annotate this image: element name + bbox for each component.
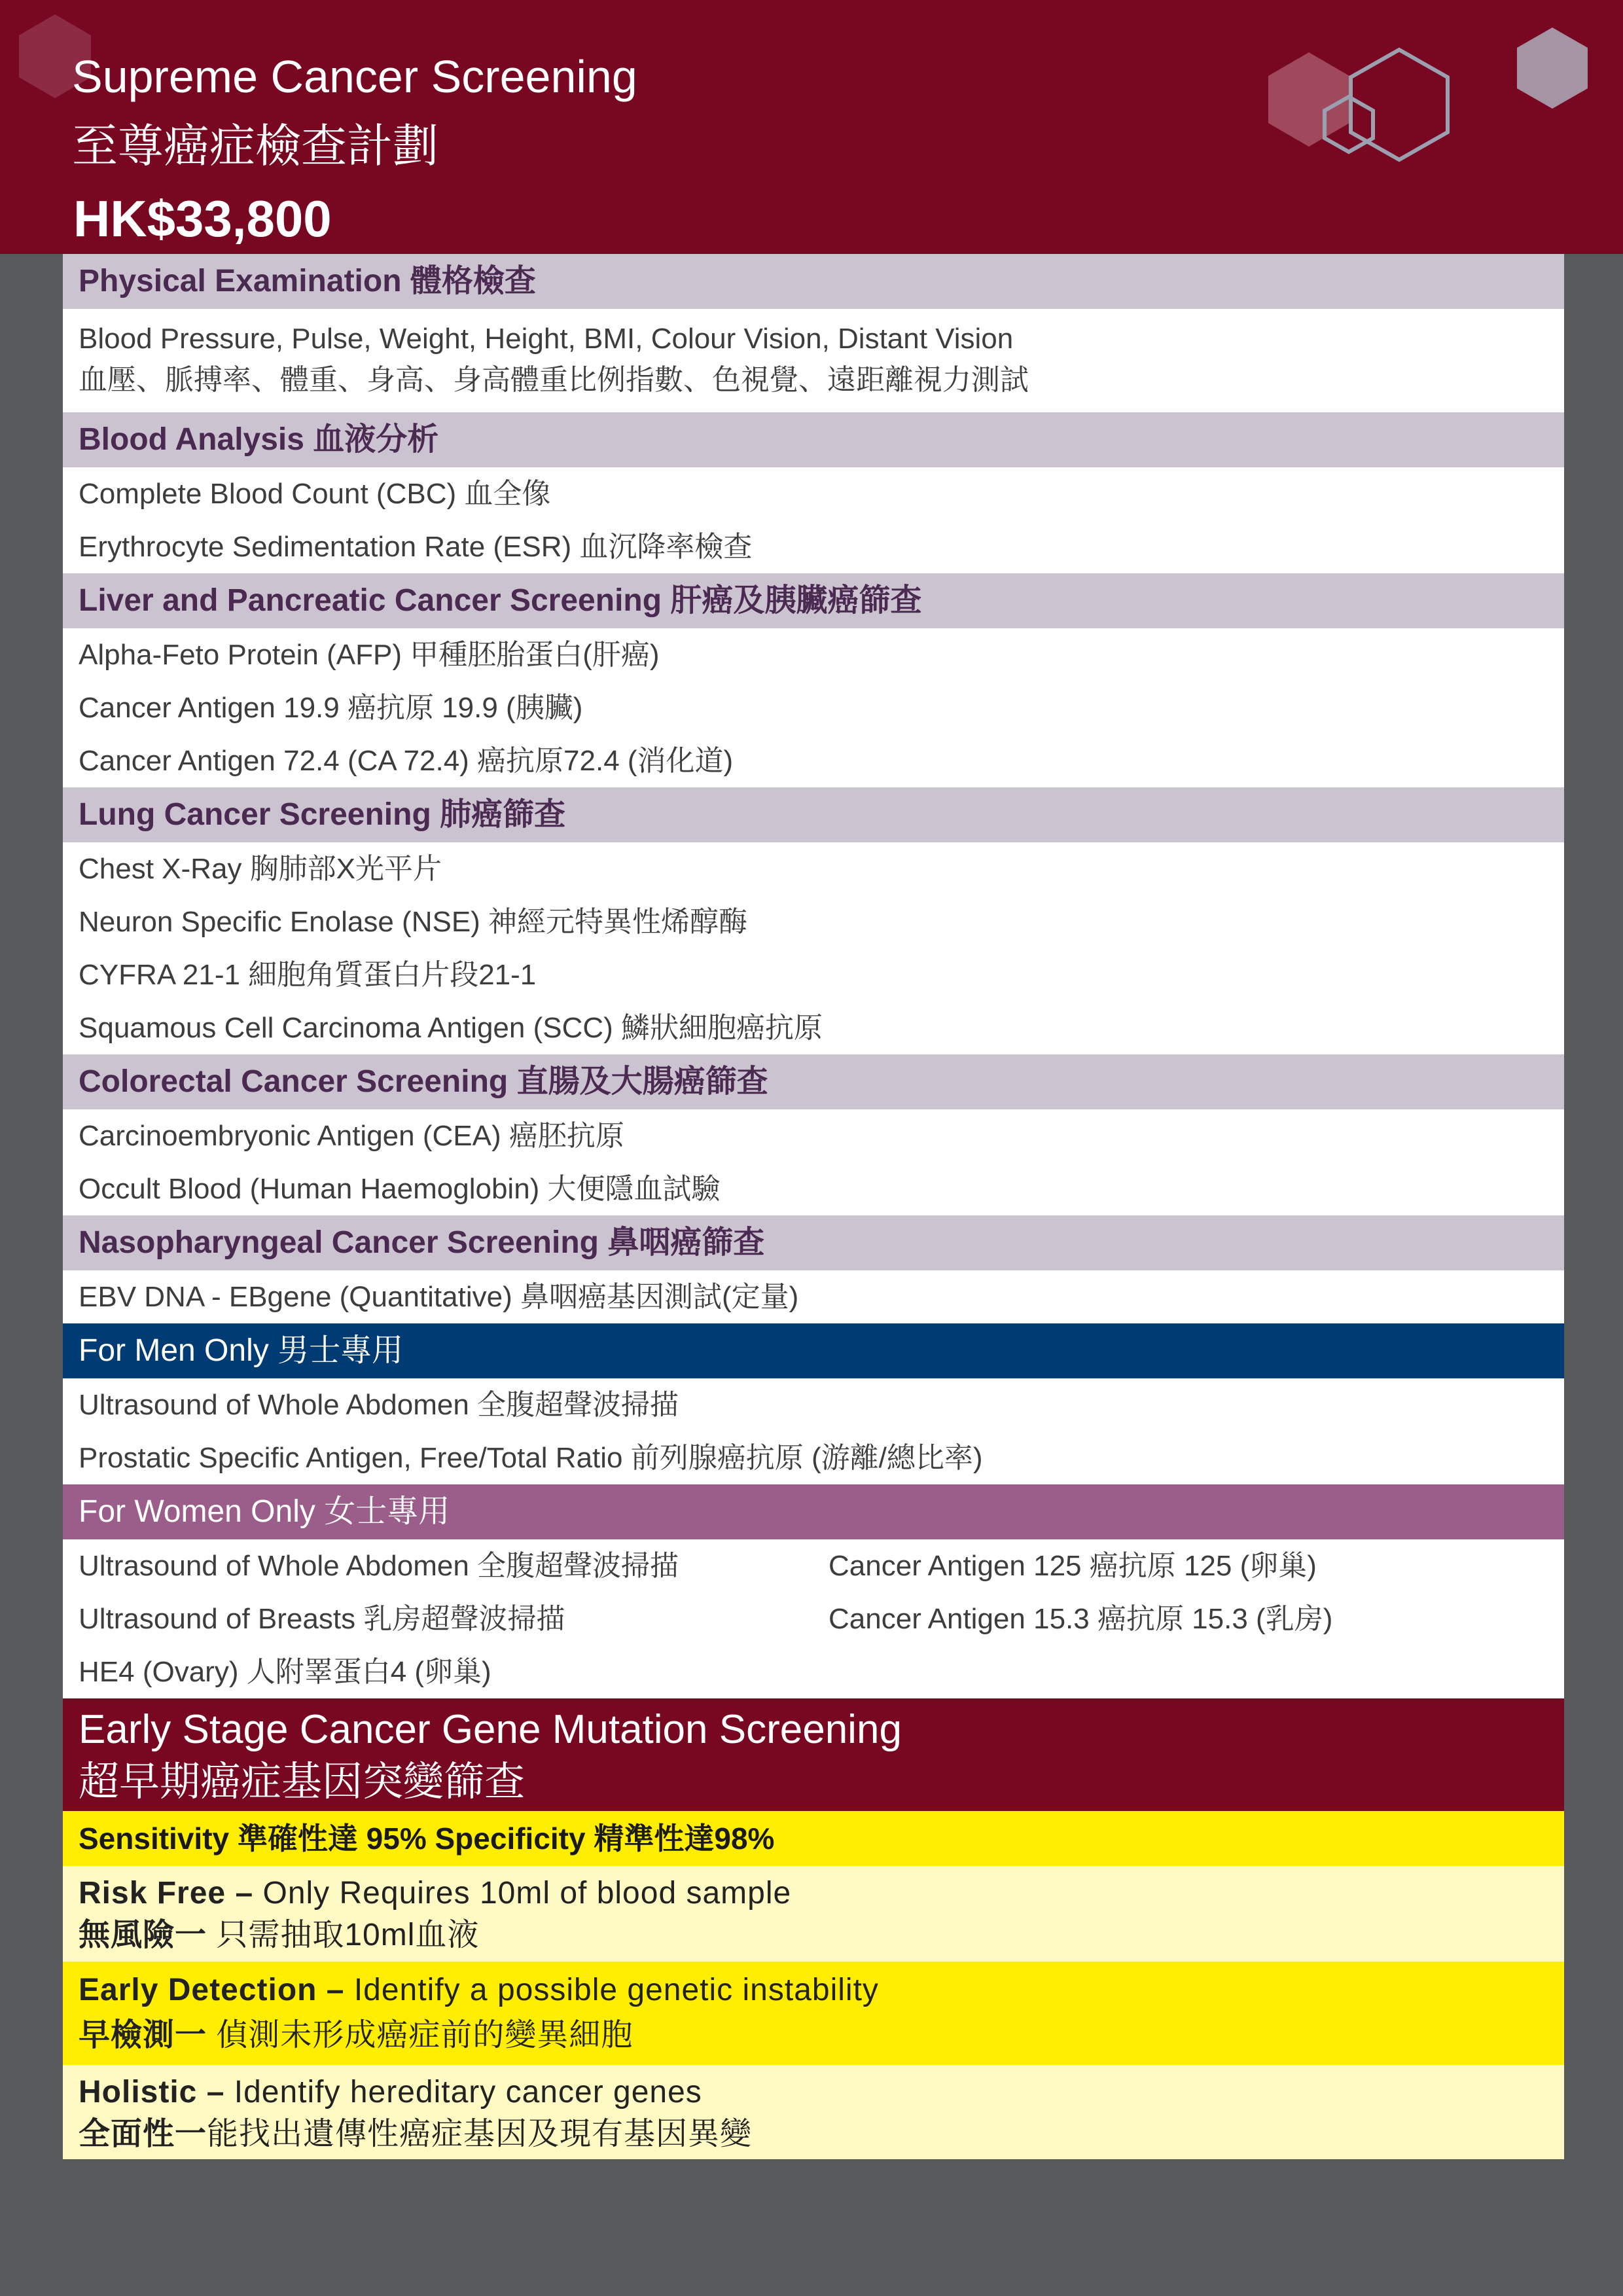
list-item: Carcinoembryonic Antigen (CEA) 癌胚抗原 bbox=[79, 1120, 624, 1152]
feature-text: 只需抽取10ml血液 bbox=[216, 1918, 480, 1952]
list-item: Neuron Specific Enolase (NSE) 神經元特異性烯醇酶 bbox=[79, 906, 748, 938]
header-banner bbox=[0, 0, 1623, 254]
list-item: Ultrasound of Whole Abdomen 全腹超聲波掃描 bbox=[79, 1550, 679, 1582]
list-item: Cancer Antigen 15.3 癌抗原 15.3 (乳房) bbox=[829, 1603, 1333, 1635]
section-header-blood: Blood Analysis 血液分析 bbox=[63, 412, 1564, 467]
section-body-physical bbox=[63, 309, 1564, 412]
list-item: Blood Pressure, Pulse, Weight, Height, BMI, Colour Vision, Distant Vision bbox=[79, 323, 1014, 355]
list-item: Erythrocyte Sedimentation Rate (ESR) 血沉降率檢查 bbox=[79, 531, 753, 563]
feature-text: Identify a possible genetic instability bbox=[353, 1973, 879, 2007]
section-header-physical: Physical Examination 體格檢查 bbox=[63, 254, 1564, 309]
list-item: Complete Blood Count (CBC) 血全像 bbox=[79, 478, 551, 510]
list-item: Alpha-Feto Protein (AFP) 甲種胚胎蛋白(肝癌) bbox=[79, 639, 660, 671]
feature-text: 偵測未形成癌症前的變異細胞 bbox=[216, 2018, 633, 2053]
list-item: CYFRA 21-1 細胞角質蛋白片段21-1 bbox=[79, 959, 537, 991]
section-header-nasopharyngeal: Nasopharyngeal Cancer Screening 鼻咽癌篩查 bbox=[63, 1215, 1564, 1270]
list-item: 血壓、脈搏率、體重、身高、身高體重比例指數、色視覺、遠距離視力測試 bbox=[79, 364, 1029, 396]
screening-table bbox=[63, 254, 1564, 2159]
list-item: Prostatic Specific Antigen, Free/Total Ratio 前列腺癌抗原 (游離/總比率) bbox=[79, 1442, 983, 1474]
feature-label: 早檢測一 bbox=[79, 2018, 217, 2053]
women-left-column bbox=[63, 1539, 813, 1698]
feature-label: 無風險一 bbox=[79, 1918, 217, 1952]
list-item: Occult Blood (Human Haemoglobin) 大便隱血試驗 bbox=[79, 1173, 721, 1205]
section-body-liver bbox=[63, 628, 1564, 787]
hexagon-shape bbox=[1268, 52, 1349, 147]
plan-price: HK$33,800 bbox=[73, 190, 332, 247]
feature-label: Early Detection – bbox=[79, 1973, 354, 2007]
feature-early-detection bbox=[63, 1962, 1564, 2065]
list-item: Cancer Antigen 72.4 (CA 72.4) 癌抗原72.4 (消化道) bbox=[79, 745, 734, 777]
plan-title-chinese: 至尊癌症檢查計劃 bbox=[72, 120, 438, 171]
list-item: EBV DNA - EBgene (Quantitative) 鼻咽癌基因測試(定量) bbox=[79, 1281, 799, 1313]
gene-screening-header bbox=[63, 1698, 1564, 1811]
feature-text: Only Requires 10ml of blood sample bbox=[262, 1876, 792, 1910]
feature-risk-free bbox=[63, 1866, 1564, 1962]
section-body-men bbox=[63, 1378, 1564, 1484]
list-item: Cancer Antigen 125 癌抗原 125 (卵巢) bbox=[829, 1550, 1317, 1582]
section-body-lung bbox=[63, 842, 1564, 1054]
list-item: Ultrasound of Whole Abdomen 全腹超聲波掃描 bbox=[79, 1389, 679, 1421]
section-body-blood bbox=[63, 467, 1564, 573]
section-header-lung: Lung Cancer Screening 肺癌篩查 bbox=[63, 787, 1564, 842]
feature-label: 全面性一 bbox=[79, 2117, 207, 2151]
plan-title-english: Supreme Cancer Screening bbox=[72, 51, 637, 102]
list-item: Ultrasound of Breasts 乳房超聲波掃描 bbox=[79, 1603, 565, 1635]
gene-title-chinese: 超早期癌症基因突變篩查 bbox=[79, 1759, 526, 1804]
hexagon-shape bbox=[1517, 27, 1588, 109]
list-item: Chest X-Ray 胸肺部X光平片 bbox=[79, 853, 442, 885]
section-header-colorectal: Colorectal Cancer Screening 直腸及大腸癌篩查 bbox=[63, 1054, 1564, 1109]
list-item: Squamous Cell Carcinoma Antigen (SCC) 鱗狀細胞癌抗原 bbox=[79, 1012, 823, 1044]
feature-holistic bbox=[63, 2065, 1564, 2159]
feature-label: Holistic – bbox=[79, 2075, 234, 2109]
section-header-liver: Liver and Pancreatic Cancer Screening 肝癌及胰臟癌篩查 bbox=[63, 573, 1564, 628]
gene-title-english: Early Stage Cancer Gene Mutation Screening bbox=[79, 1707, 902, 1752]
section-header-women: For Women Only 女士專用 bbox=[63, 1484, 1564, 1539]
women-right-column bbox=[813, 1539, 1548, 1698]
section-header-men: For Men Only 男士專用 bbox=[63, 1323, 1564, 1378]
physical-items bbox=[63, 309, 1564, 412]
sensitivity-banner: Sensitivity 準確性達 95% Specificity 精準性達98% bbox=[63, 1811, 1564, 1866]
section-body-colorectal bbox=[63, 1109, 1564, 1215]
list-item: Cancer Antigen 19.9 癌抗原 19.9 (胰臟) bbox=[79, 692, 583, 724]
section-body-women bbox=[63, 1539, 1564, 1698]
feature-text: Identify hereditary cancer genes bbox=[234, 2075, 702, 2109]
list-item: HE4 (Ovary) 人附睪蛋白4 (卵巢) bbox=[79, 1656, 491, 1688]
feature-text: 能找出遺傳性癌症基因及現有基因異變 bbox=[207, 2117, 753, 2151]
section-body-nasopharyngeal bbox=[63, 1270, 1564, 1323]
feature-label: Risk Free – bbox=[79, 1876, 263, 1910]
